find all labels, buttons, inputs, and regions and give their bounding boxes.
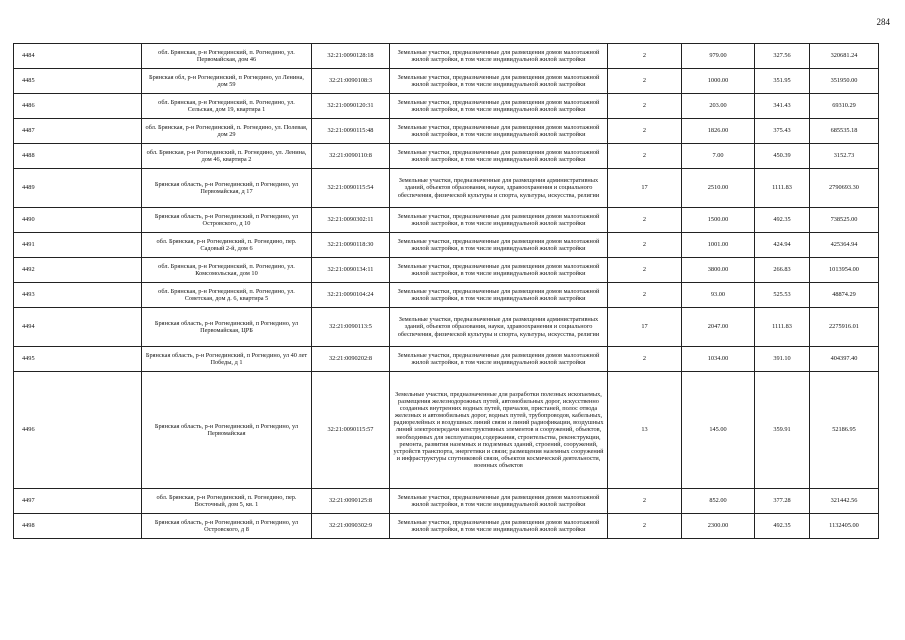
- area-cell: 1500.00: [682, 208, 755, 233]
- cadastral-value-cell: 685535.18: [810, 119, 879, 144]
- table-row: [14, 94, 879, 119]
- specific-value-cell: 341.43: [755, 94, 810, 119]
- row-number-cell: 4491: [14, 233, 142, 258]
- use-group-cell: 2: [608, 119, 682, 144]
- use-group-cell: 2: [608, 69, 682, 94]
- address-cell: обл. Брянская, р-н Рогнединский, п. Рогнедино, пер. Восточный, дом 5, кв. 1: [142, 489, 312, 514]
- address-cell: обл. Брянская, р-н Рогнединский, п. Рогнедино, ул. Советская, дом д. 6, квартира 5: [142, 283, 312, 308]
- specific-value-cell: 266.83: [755, 258, 810, 283]
- cadastral-number-cell: 32:21:0090120:31: [312, 94, 390, 119]
- table-row: [14, 308, 879, 347]
- cadastral-number-cell: 32:21:0090118:30: [312, 233, 390, 258]
- address-cell: Брянская область, р-н Рогнединский, п Рогнедино, ул Островского, д 10: [142, 208, 312, 233]
- specific-value-cell: 327.56: [755, 44, 810, 69]
- use-group-cell: 2: [608, 94, 682, 119]
- use-group-cell: 2: [608, 489, 682, 514]
- cadastral-value-cell: 69310.29: [810, 94, 879, 119]
- permitted-use-cell: Земельные участки, предназначенные для разработки полезных ископаемых, размещения железнодорожных путей, автомобильных дорог, искусственно созданных внутренних водных путей, причалов, пристаней, полос отвода железных и автомобильных дорог, водных путей, трубопроводов, кабельных, радиорелейных и воздушных линий связи и линий радиофикации, воздушных линий электропередачи конструктивных элементов и сооружений, объектов, необходимых для эксплуатации,содержания, строительства, реконструкции, ремонта, развития наземных и подземных зданий, строений, сооружений, устройств транспорта, энергетики и связи; размещения наземных сооружений и инфраструктуры спутниковой связи, объектов космической деятельности, военных объектов: [390, 372, 608, 489]
- cadastral-number-cell: 32:21:0090113:5: [312, 308, 390, 347]
- permitted-use-cell: Земельные участки, предназначенные для размещения домов малоэтажной жилой застройки, в том числе индивидуальной жилой застройки: [390, 94, 608, 119]
- permitted-use-cell: Земельные участки, предназначенные для размещения домов малоэтажной жилой застройки, в том числе индивидуальной жилой застройки: [390, 44, 608, 69]
- permitted-use-cell: Земельные участки, предназначенные для размещения домов малоэтажной жилой застройки, в том числе индивидуальной жилой застройки: [390, 489, 608, 514]
- address-cell: Брянская область, р-н Рогнединский, п Рогнедино, ул Первомайская, ЦРБ: [142, 308, 312, 347]
- cadastral-number-cell: 32:21:0090104:24: [312, 283, 390, 308]
- use-group-cell: 17: [608, 169, 682, 208]
- specific-value-cell: 391.10: [755, 347, 810, 372]
- table-row: [14, 514, 879, 539]
- specific-value-cell: 351.95: [755, 69, 810, 94]
- cadastral-value-cell: 320681.24: [810, 44, 879, 69]
- specific-value-cell: 450.39: [755, 144, 810, 169]
- permitted-use-cell: Земельные участки, предназначенные для размещения домов малоэтажной жилой застройки, в том числе индивидуальной жилой застройки: [390, 233, 608, 258]
- area-cell: 1034.00: [682, 347, 755, 372]
- cadastral-value-cell: 404397.40: [810, 347, 879, 372]
- specific-value-cell: 424.94: [755, 233, 810, 258]
- page-number: 284: [876, 17, 890, 27]
- address-cell: обл. Брянская, р-н Рогнединский, п. Рогнедино, ул. Комсомольская, дом 10: [142, 258, 312, 283]
- cadastral-number-cell: 32:21:0090202:8: [312, 347, 390, 372]
- specific-value-cell: 525.53: [755, 283, 810, 308]
- use-group-cell: 2: [608, 144, 682, 169]
- cadastral-number-cell: 32:21:0090125:8: [312, 489, 390, 514]
- row-number-cell: 4489: [14, 169, 142, 208]
- row-number-cell: 4490: [14, 208, 142, 233]
- cadastral-number-cell: 32:21:0090134:11: [312, 258, 390, 283]
- row-number-cell: 4487: [14, 119, 142, 144]
- address-cell: Брянская область, р-н Рогнединский, п Рогнедино, ул Первомайская, д 17: [142, 169, 312, 208]
- cadastral-number-cell: 32:21:0090115:54: [312, 169, 390, 208]
- cadastral-value-cell: 738525.00: [810, 208, 879, 233]
- permitted-use-cell: Земельные участки, предназначенные для размещения домов малоэтажной жилой застройки, в том числе индивидуальной жилой застройки: [390, 119, 608, 144]
- row-number-cell: 4492: [14, 258, 142, 283]
- area-cell: 852.00: [682, 489, 755, 514]
- row-number-cell: 4484: [14, 44, 142, 69]
- row-number-cell: 4496: [14, 372, 142, 489]
- area-cell: 7.00: [682, 144, 755, 169]
- table-row: [14, 208, 879, 233]
- cadastral-value-cell: 1013954.00: [810, 258, 879, 283]
- table-row: [14, 119, 879, 144]
- specific-value-cell: 1111.83: [755, 308, 810, 347]
- cadastral-number-cell: 32:21:0090108:3: [312, 69, 390, 94]
- use-group-cell: 2: [608, 44, 682, 69]
- cadastral-number-cell: 32:21:0090115:48: [312, 119, 390, 144]
- permitted-use-cell: Земельные участки, предназначенные для размещения домов малоэтажной жилой застройки, в том числе индивидуальной жилой застройки: [390, 208, 608, 233]
- area-cell: 2300.00: [682, 514, 755, 539]
- area-cell: 3800.00: [682, 258, 755, 283]
- cadastral-value-cell: 52186.95: [810, 372, 879, 489]
- area-cell: 2047.00: [682, 308, 755, 347]
- permitted-use-cell: Земельные участки, предназначенные для размещения административных зданий, объектов образования, науки, здравоохранения и социального обеспечения, физической культуры и спорта, культуры, искусства, религии: [390, 169, 608, 208]
- row-number-cell: 4494: [14, 308, 142, 347]
- cadastral-value-cell: 321442.56: [810, 489, 879, 514]
- specific-value-cell: 492.35: [755, 514, 810, 539]
- permitted-use-cell: Земельные участки, предназначенные для размещения домов малоэтажной жилой застройки, в том числе индивидуальной жилой застройки: [390, 514, 608, 539]
- area-cell: 93.00: [682, 283, 755, 308]
- row-number-cell: 4486: [14, 94, 142, 119]
- cadastral-value-cell: 1132405.00: [810, 514, 879, 539]
- cadastral-value-cell: 351950.00: [810, 69, 879, 94]
- address-cell: обл. Брянская, р-н Рогнединский, п. Рогнедино, пер. Садовый 2-й, дом 6: [142, 233, 312, 258]
- cadastral-number-cell: 32:21:0090115:57: [312, 372, 390, 489]
- address-cell: обл. Брянская, р-н Рогнединский, п. Рогнедино, ул. Сельская, дом 19, квартира 1: [142, 94, 312, 119]
- cadastral-value-cell: 425364.94: [810, 233, 879, 258]
- cadastral-value-cell: 48874.29: [810, 283, 879, 308]
- area-cell: 203.00: [682, 94, 755, 119]
- specific-value-cell: 359.91: [755, 372, 810, 489]
- use-group-cell: 17: [608, 308, 682, 347]
- area-cell: 145.00: [682, 372, 755, 489]
- area-cell: 1001.00: [682, 233, 755, 258]
- use-group-cell: 2: [608, 347, 682, 372]
- permitted-use-cell: Земельные участки, предназначенные для размещения домов малоэтажной жилой застройки, в том числе индивидуальной жилой застройки: [390, 69, 608, 94]
- address-cell: обл. Брянская, р-н Рогнединский, п. Рогнедино, ул. Первомайская, дом 46: [142, 44, 312, 69]
- area-cell: 2510.00: [682, 169, 755, 208]
- address-cell: Брянская область, р-н Рогнединский, п Рогнедино, ул Островского, д 8: [142, 514, 312, 539]
- use-group-cell: 2: [608, 514, 682, 539]
- address-cell: обл. Брянская, р-н Рогнединский, п. Рогнедино, ул. Полевая, дом 29: [142, 119, 312, 144]
- cadastral-number-cell: 32:21:0090302:11: [312, 208, 390, 233]
- specific-value-cell: 1111.83: [755, 169, 810, 208]
- specific-value-cell: 492.35: [755, 208, 810, 233]
- table-row: [14, 169, 879, 208]
- use-group-cell: 2: [608, 233, 682, 258]
- use-group-cell: 2: [608, 258, 682, 283]
- cadastral-number-cell: 32:21:0090128:18: [312, 44, 390, 69]
- row-number-cell: 4495: [14, 347, 142, 372]
- cadastral-value-cell: 2790693.30: [810, 169, 879, 208]
- table-row: [14, 283, 879, 308]
- table-row: [14, 489, 879, 514]
- table-row: [14, 347, 879, 372]
- use-group-cell: 2: [608, 208, 682, 233]
- permitted-use-cell: Земельные участки, предназначенные для размещения домов малоэтажной жилой застройки, в том числе индивидуальной жилой застройки: [390, 258, 608, 283]
- permitted-use-cell: Земельные участки, предназначенные для размещения домов малоэтажной жилой застройки, в том числе индивидуальной жилой застройки: [390, 144, 608, 169]
- permitted-use-cell: Земельные участки, предназначенные для размещения административных зданий, объектов образования, науки, здравоохранения и социального обеспечения, физической культуры и спорта, культуры, искусства, религии: [390, 308, 608, 347]
- use-group-cell: 2: [608, 283, 682, 308]
- row-number-cell: 4498: [14, 514, 142, 539]
- table-row: [14, 69, 879, 94]
- row-number-cell: 4497: [14, 489, 142, 514]
- address-cell: Брянская область, р-н Рогнединский, п Рогнедино, ул 40 лет Победы, д 1: [142, 347, 312, 372]
- table-row: [14, 144, 879, 169]
- address-cell: Брянская область, р-н Рогнединский, п Рогнедино, ул Первомайская: [142, 372, 312, 489]
- address-cell: обл. Брянская, р-н Рогнединский, п. Рогнедино, ул. Ленина, дом 46, квартира 2: [142, 144, 312, 169]
- use-group-cell: 13: [608, 372, 682, 489]
- table-row: [14, 372, 879, 489]
- address-cell: Брянская обл, р-н Рогнединский, п Рогнедино, ул Ленина, дом 59: [142, 69, 312, 94]
- cadastral-number-cell: 32:21:0090302:9: [312, 514, 390, 539]
- land-registry-table: [13, 43, 879, 539]
- row-number-cell: 4488: [14, 144, 142, 169]
- permitted-use-cell: Земельные участки, предназначенные для размещения домов малоэтажной жилой застройки, в том числе индивидуальной жилой застройки: [390, 283, 608, 308]
- area-cell: 1826.00: [682, 119, 755, 144]
- specific-value-cell: 375.43: [755, 119, 810, 144]
- cadastral-number-cell: 32:21:0090110:8: [312, 144, 390, 169]
- permitted-use-cell: Земельные участки, предназначенные для размещения домов малоэтажной жилой застройки, в том числе индивидуальной жилой застройки: [390, 347, 608, 372]
- cadastral-value-cell: 3152.73: [810, 144, 879, 169]
- table-row: [14, 258, 879, 283]
- specific-value-cell: 377.28: [755, 489, 810, 514]
- area-cell: 979.00: [682, 44, 755, 69]
- row-number-cell: 4485: [14, 69, 142, 94]
- table-row: [14, 44, 879, 69]
- row-number-cell: 4493: [14, 283, 142, 308]
- cadastral-value-cell: 2275916.01: [810, 308, 879, 347]
- table-row: [14, 233, 879, 258]
- area-cell: 1000.00: [682, 69, 755, 94]
